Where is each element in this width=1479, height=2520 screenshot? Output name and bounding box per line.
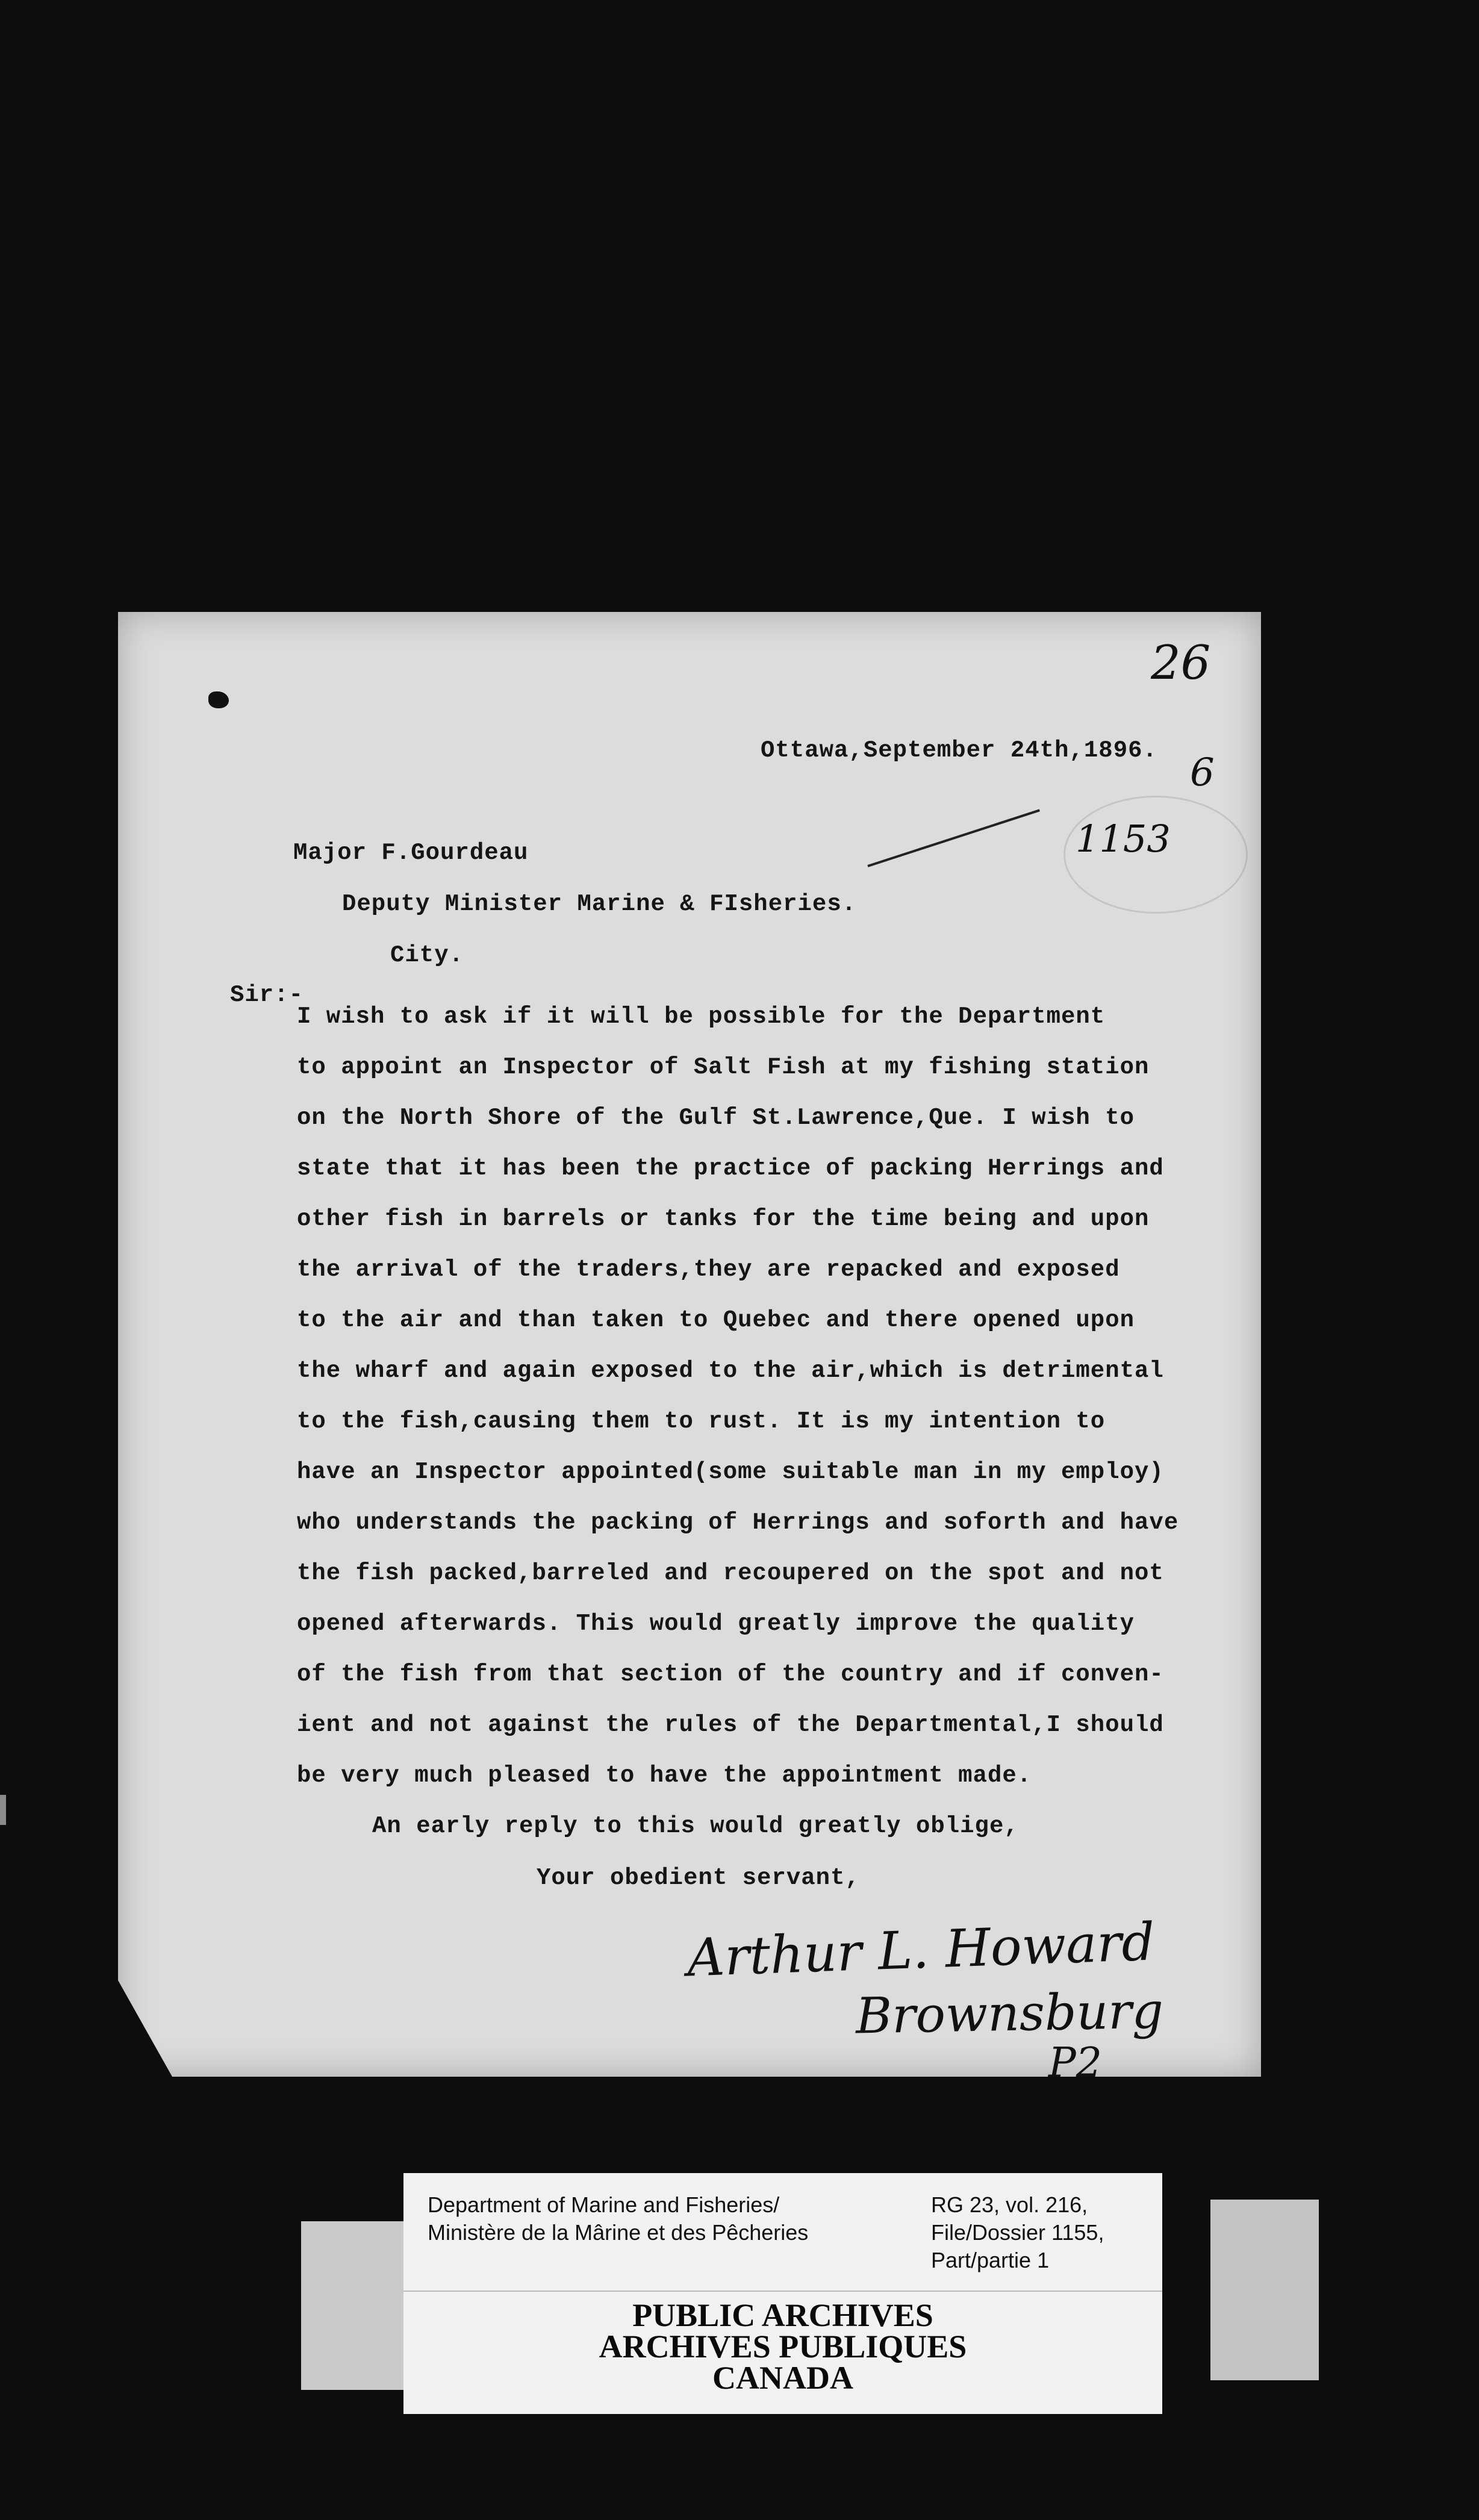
reference-volume: RG 23, vol. 216, [931,2192,1088,2217]
valediction: Your obedient servant, [537,1865,860,1891]
body-line: the arrival of the traders,they are repacked and exposed [297,1256,1120,1283]
archives-country: CANADA [712,2360,853,2396]
department-names [428,2191,808,2247]
body-line: the wharf and again exposed to the air,which is detrimental [297,1358,1164,1384]
body-line: of the fish from that section of the country and if conven- [297,1661,1164,1688]
body-line: opened afterwards. This would greatly improve the quality [297,1611,1135,1637]
signature-name: Arthur L. Howard [686,1912,1156,1989]
body-line: who understands the packing of Herrings and soforth and have [297,1509,1179,1536]
recipient-name: Major F.Gourdeau [293,840,529,866]
letter-body [297,991,1230,1801]
signature-place: Brownsburg [855,1982,1164,2045]
handwritten-margin-mark: 6 [1190,750,1215,795]
film-edge-mark [0,1795,6,1825]
archives-fr: ARCHIVES PUBLIQUES [599,2328,967,2365]
archive-reference [931,2191,1104,2274]
body-line: other fish in barrels or tanks for the time being and upon [297,1206,1150,1232]
archive-label [403,2173,1162,2414]
salutation: Sir:- [230,982,304,1008]
handwritten-file-number: 1153 [1076,817,1171,861]
reference-part: Part/partie 1 [931,2248,1050,2272]
archives-en: PUBLIC ARCHIVES [632,2297,933,2333]
body-line: be very much pleased to have the appointment made. [297,1762,1032,1789]
reference-file: File/Dossier 1155, [931,2220,1104,2245]
letter-dateline: Ottawa,September 24th,1896. [761,737,1157,764]
pen-check-mark [867,809,1040,867]
label-tab-right [1210,2200,1319,2380]
body-line: to appoint an Inspector of Salt Fish at my fishing station [297,1054,1150,1081]
signature-suffix: P2 [1048,2039,1103,2087]
handwritten-page-number: 26 [1151,636,1211,690]
body-line: I wish to ask if it will be possible for the Department [297,1003,1106,1030]
page-fold-corner [118,1980,172,2077]
body-line: state that it has been the practice of packing Herrings and [297,1155,1164,1182]
archives-title [403,2297,1162,2396]
department-fr: Ministère de la Mârine et des Pêcheries [428,2220,809,2245]
body-line: ient and not against the rules of the Departmental,I should [297,1712,1164,1738]
closing-line: An early reply to this would greatly oblige, [372,1813,1019,1839]
body-line: the fish packed,barreled and recoupered on the spot and not [297,1560,1164,1586]
recipient-title: Deputy Minister Marine & FIsheries. [342,891,857,917]
department-en: Department of Marine and Fisheries/ [428,2192,780,2217]
body-line: to the air and than taken to Quebec and there opened upon [297,1307,1135,1333]
body-line: on the North Shore of the Gulf St.Lawrence,Que. I wish to [297,1105,1135,1131]
ink-blot [208,691,229,708]
letter-page [118,612,1261,2087]
label-tab-left [301,2221,409,2390]
body-line: have an Inspector appointed(some suitable man in my employ) [297,1459,1164,1485]
recipient-city: City. [390,942,464,968]
archive-label-header [403,2173,1162,2292]
body-line: to the fish,causing them to rust. It is my intention to [297,1408,1106,1435]
